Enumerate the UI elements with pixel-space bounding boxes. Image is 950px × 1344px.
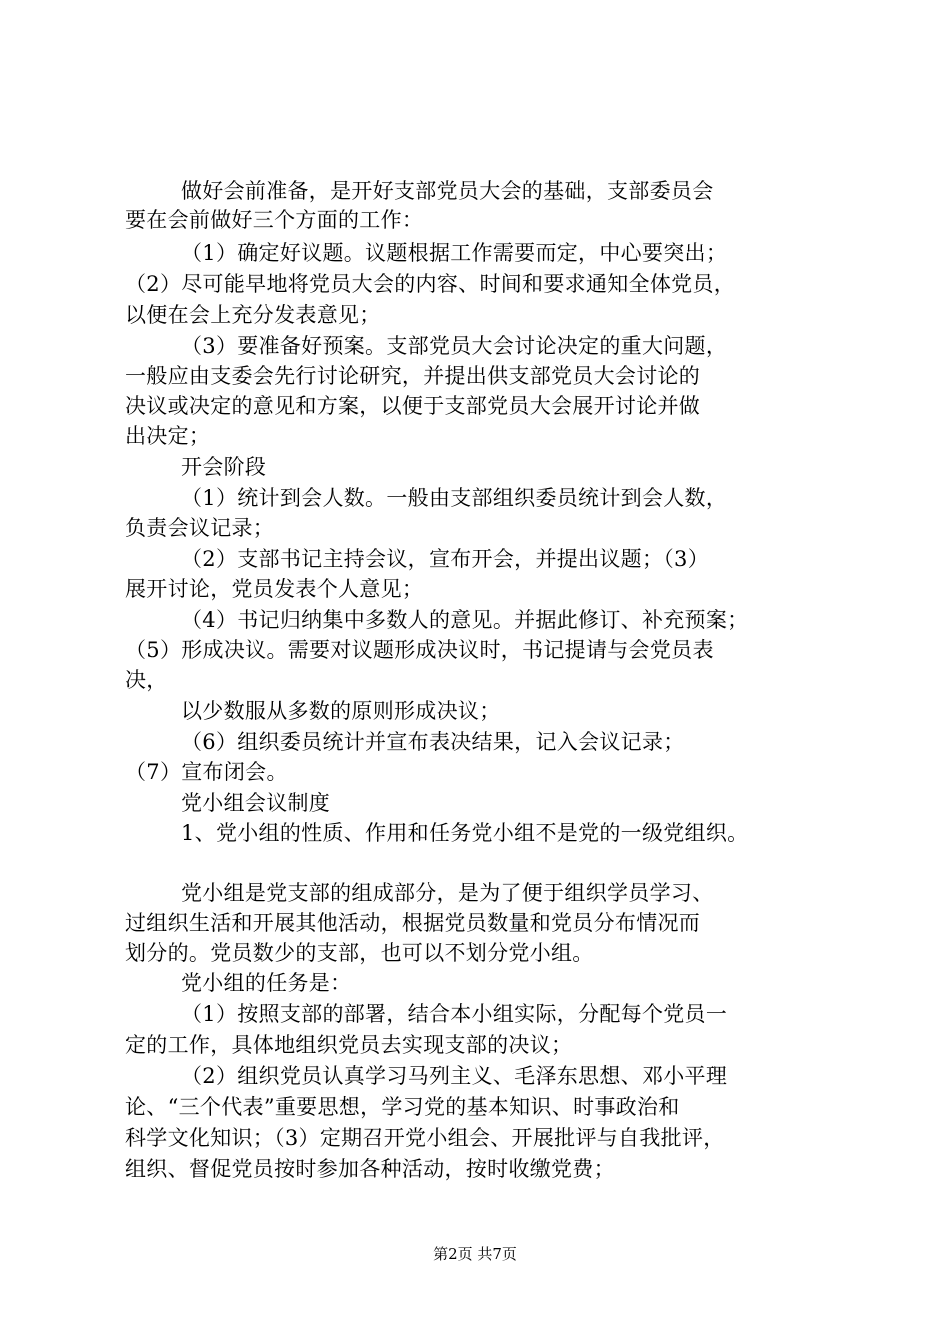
paragraph-line: 过组织生活和开展其他活动，根据党员数量和党员分布情况而 bbox=[125, 911, 701, 935]
paragraph-line: （5）形成决议。需要对议题形成决议时，书记提请与会党员表 bbox=[125, 638, 714, 662]
paragraph-line: （2）组织党员认真学习马列主义、毛泽东思想、邓小平理 bbox=[181, 1064, 728, 1088]
paragraph-line: （4）书记归纳集中多数人的意见。并据此修订、补充预案； bbox=[181, 608, 749, 632]
paragraph-line: 划分的。党员数少的支部，也可以不划分党小组。 bbox=[125, 941, 594, 965]
section-heading: 党小组的任务是： bbox=[181, 971, 352, 995]
paragraph-line: 组织、督促党员按时参加各种活动，按时收缴党费； bbox=[125, 1157, 615, 1181]
paragraph-line: （1）确定好议题。议题根据工作需要而定，中心要突出； bbox=[181, 241, 728, 265]
paragraph-line: （2）尽可能早地将党员大会的内容、时间和要求通知全体党员， bbox=[125, 272, 736, 296]
paragraph-line: 科学文化知识；（3）定期召开党小组会、开展批评与自我批评， bbox=[125, 1126, 725, 1150]
section-heading: 党小组会议制度 bbox=[181, 791, 331, 815]
paragraph-line: 论、“三个代表”重要思想，学习党的基本知识、时事政治和 bbox=[125, 1095, 680, 1119]
paragraph-line: 以便在会上充分发表意见； bbox=[125, 303, 381, 327]
paragraph-line: 展开讨论，党员发表个人意见； bbox=[125, 577, 424, 601]
paragraph-line: 定的工作，具体地组织党员去实现支部的决议； bbox=[125, 1033, 573, 1057]
paragraph-line: 1、党小组的性质、作用和任务党小组不是党的一级党组织。 bbox=[181, 821, 749, 845]
section-heading: 开会阶段 bbox=[181, 455, 267, 479]
paragraph-line: （1）统计到会人数。一般由支部组织委员统计到会人数， bbox=[181, 486, 728, 510]
paragraph-line: 决， bbox=[125, 668, 168, 692]
paragraph-line: （7）宣布闭会。 bbox=[125, 760, 288, 784]
paragraph-line: 一般应由支委会先行讨论研究，并提出供支部党员大会讨论的 bbox=[125, 364, 701, 388]
paragraph-line: （6）组织委员统计并宣布表决结果，记入会议记录； bbox=[181, 730, 685, 754]
paragraph-line: （2）支部书记主持会议，宣布开会，并提出议题；（3） bbox=[181, 547, 710, 571]
paragraph-line: 做好会前准备，是开好支部党员大会的基础，支部委员会 bbox=[181, 179, 714, 203]
paragraph-line: （1）按照支部的部署，结合本小组实际，分配每个党员一 bbox=[181, 1002, 728, 1026]
paragraph-line: 以少数服从多数的原则形成决议； bbox=[181, 699, 501, 723]
paragraph-line: 负责会议记录； bbox=[125, 516, 275, 540]
paragraph-line: 党小组是党支部的组成部分，是为了便于组织学员学习、 bbox=[181, 881, 714, 905]
paragraph-line: 出决定； bbox=[125, 424, 211, 448]
paragraph-line: （3）要准备好预案。支部党员大会讨论决定的重大问题， bbox=[181, 334, 728, 358]
paragraph-line: 决议或决定的意见和方案，以便于支部党员大会展开讨论并做 bbox=[125, 394, 701, 418]
page-number-footer: 第2页 共7页 bbox=[433, 1245, 517, 1263]
paragraph-line: 要在会前做好三个方面的工作： bbox=[125, 208, 424, 232]
